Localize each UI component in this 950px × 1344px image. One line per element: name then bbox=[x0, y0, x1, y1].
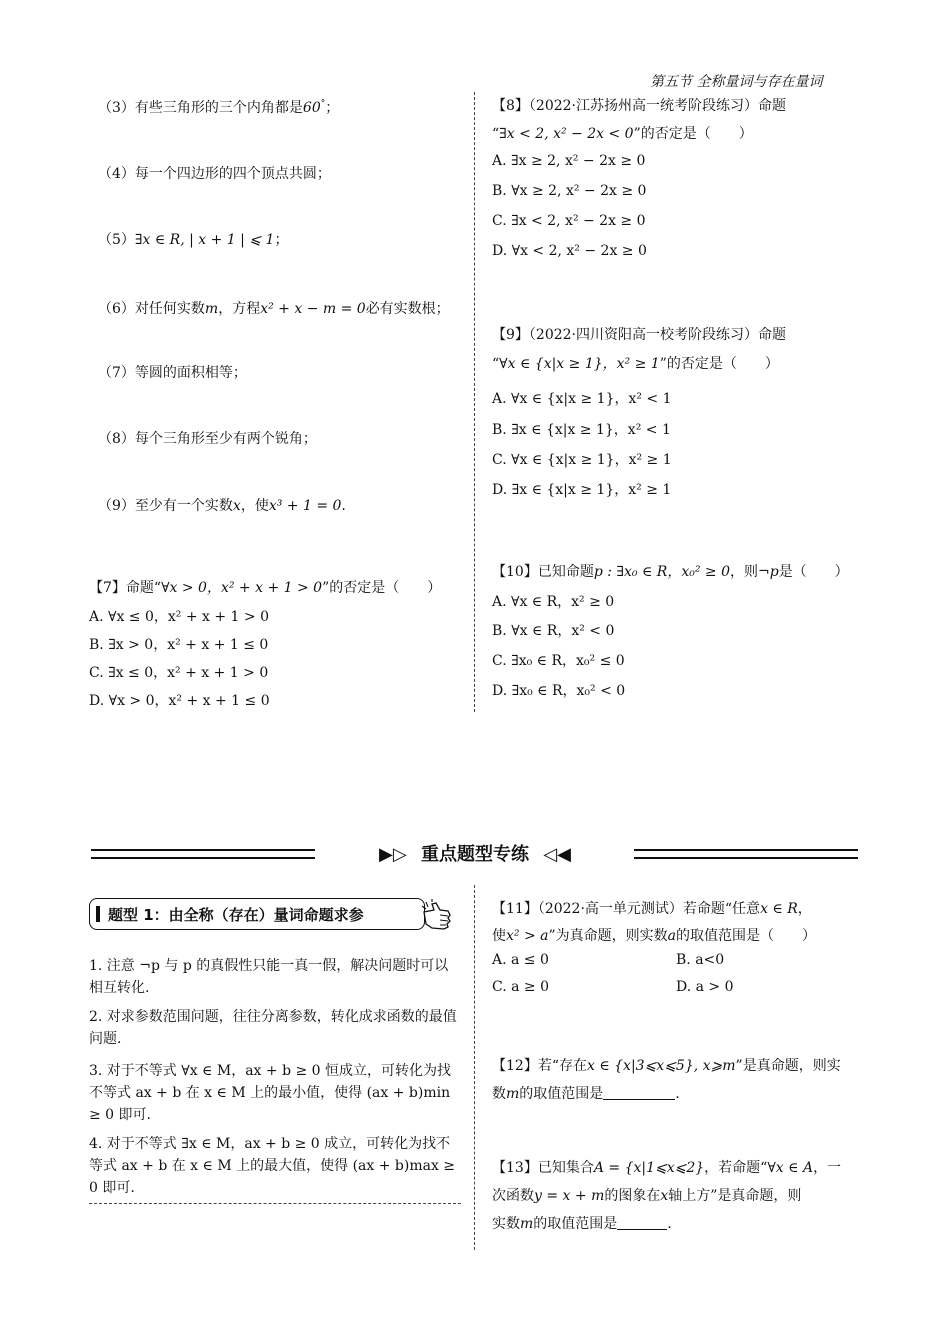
banner-rule-left bbox=[91, 849, 315, 859]
question-12-stem: 【12】若“存在x ∈ {x|3⩽x⩽5}, x⩾m”是真命题，则实 bbox=[492, 1058, 841, 1074]
statement-7: （7）等圆的面积相等； bbox=[98, 365, 247, 381]
statement-9: （9）至少有一个实数x，使x³ + 1 = 0. bbox=[98, 498, 346, 514]
question-7-option: C. ∃x ≤ 0，x² + x + 1 > 0 bbox=[89, 665, 269, 681]
type-box-title: 题型 1：由全称（存在）量词命题求参 bbox=[108, 906, 364, 924]
statement-8: （8）每个三角形至少有两个锐角； bbox=[98, 431, 317, 447]
question-10-stem: 【10】已知命题p : ∃x₀ ∈ R，x₀² ≥ 0，则¬p是（ ） bbox=[492, 564, 849, 580]
tip-3: 3. 对于不等式 ∀x ∈ M，ax + b ≥ 0 恒成立，可转化为找不等式 ax + b 在 x ∈ M 上的最小值，使得 (ax + b)min ≥ 0 即可. bbox=[89, 1063, 452, 1123]
section-title: 第五节 全称量词与存在量词 bbox=[650, 74, 823, 90]
tip-2: 2. 对求参数范围问题，往往分离参数，转化成求函数的最值问题. bbox=[89, 1009, 457, 1047]
question-8-option: A. ∃x ≥ 2, x² − 2x ≥ 0 bbox=[492, 153, 646, 169]
pointing-hand-icon bbox=[420, 898, 456, 932]
question-7-option: D. ∀x > 0，x² + x + 1 ≤ 0 bbox=[89, 693, 270, 709]
question-11-option: C. a ≥ 0 bbox=[492, 979, 549, 995]
tips-dashed-rule bbox=[89, 1203, 461, 1204]
question-7-option: B. ∃x > 0，x² + x + 1 ≤ 0 bbox=[89, 637, 269, 653]
answer-blank[interactable] bbox=[617, 1215, 667, 1230]
banner-heading bbox=[340, 840, 610, 866]
statement-3: （3）有些三角形的三个内角都是60°； bbox=[98, 99, 340, 116]
question-8-option: D. ∀x < 2, x² − 2x ≥ 0 bbox=[492, 243, 647, 259]
statement-5: （5）∃x ∈ R, | x + 1 | ⩽ 1； bbox=[98, 232, 289, 248]
question-11-option: D. a > 0 bbox=[676, 979, 734, 995]
question-11-stem: 【11】（2022·高一单元测试）若命题“任意x ∈ R， bbox=[492, 901, 812, 917]
question-8-option: C. ∃x < 2, x² − 2x ≥ 0 bbox=[492, 213, 646, 229]
column-divider-top bbox=[474, 92, 475, 712]
question-11-option: B. a<0 bbox=[676, 952, 725, 968]
question-9-stem: 【9】（2022·四川资阳高一校考阶段练习）命题 bbox=[492, 327, 786, 343]
question-13-stem: 【13】已知集合A = {x|1⩽x⩽2}，若命题“∀x ∈ A，一 bbox=[492, 1160, 842, 1176]
question-11-stem-line2: 使x² > a”为真命题，则实数a的取值范围是（ ） bbox=[492, 928, 817, 944]
question-11-option: A. a ≤ 0 bbox=[492, 952, 549, 968]
question-10-option: B. ∀x ∈ R，x² < 0 bbox=[492, 623, 615, 639]
question-9-option: B. ∃x ∈ {x|x ≥ 1}，x² < 1 bbox=[492, 422, 671, 438]
question-9-option: C. ∀x ∈ {x|x ≥ 1}，x² ≥ 1 bbox=[492, 452, 672, 468]
question-10-option: C. ∃x₀ ∈ R，x₀² ≤ 0 bbox=[492, 653, 625, 669]
question-13-stem-line2: 次函数y = x + m的图象在x轴上方”是真命题，则 bbox=[492, 1188, 802, 1204]
question-10-option: D. ∃x₀ ∈ R，x₀² < 0 bbox=[492, 683, 626, 699]
question-9-option: A. ∀x ∈ {x|x ≥ 1}，x² < 1 bbox=[492, 391, 672, 407]
question-7-stem: 【7】命题“∀x > 0，x² + x + 1 > 0”的否定是（ ） bbox=[89, 580, 442, 596]
question-13-stem-line3: 实数m的取值范围是 . bbox=[492, 1216, 672, 1232]
answer-blank[interactable] bbox=[603, 1085, 675, 1100]
question-8-option: B. ∀x ≥ 2, x² − 2x ≥ 0 bbox=[492, 183, 647, 199]
question-9-option: D. ∃x ∈ {x|x ≥ 1}，x² ≥ 1 bbox=[492, 482, 672, 498]
question-7-option: A. ∀x ≤ 0，x² + x + 1 > 0 bbox=[89, 609, 270, 625]
tip-4: 4. 对于不等式 ∃x ∈ M，ax + b ≥ 0 成立，可转化为找不等式 ax + b 在 x ∈ M 上的最大值，使得 (ax + b)max ≥ 0 即可. bbox=[89, 1136, 456, 1196]
banner-rule-right bbox=[634, 849, 858, 859]
question-type-box bbox=[89, 898, 425, 930]
statement-4: （4）每一个四边形的四个顶点共圆； bbox=[98, 166, 331, 182]
banner-title: 重点题型专练 bbox=[421, 844, 529, 865]
column-divider-bottom bbox=[474, 885, 475, 1250]
question-9-stem-line2: “∀x ∈ {x|x ≥ 1}，x² ≥ 1”的否定是（ ） bbox=[492, 356, 779, 372]
statement-6: （6）对任何实数m，方程x² + x − m = 0必有实数根； bbox=[98, 301, 450, 317]
type-box-marker bbox=[96, 906, 100, 922]
banner-right-arrows: ◁◀ bbox=[543, 844, 571, 865]
question-10-option: A. ∀x ∈ R，x² ≥ 0 bbox=[492, 594, 615, 610]
question-8-stem: 【8】（2022·江苏扬州高一统考阶段练习）命题 bbox=[492, 98, 786, 114]
banner-left-arrows: ▶▷ bbox=[379, 844, 407, 865]
question-12-stem-line2: 数m的取值范围是 . bbox=[492, 1086, 680, 1102]
question-8-stem-line2: “∃x < 2, x² − 2x < 0”的否定是（ ） bbox=[492, 126, 753, 142]
tip-1: 1. 注意 ¬p 与 p 的真假性只能一真一假，解决问题时可以相互转化. bbox=[89, 958, 449, 996]
